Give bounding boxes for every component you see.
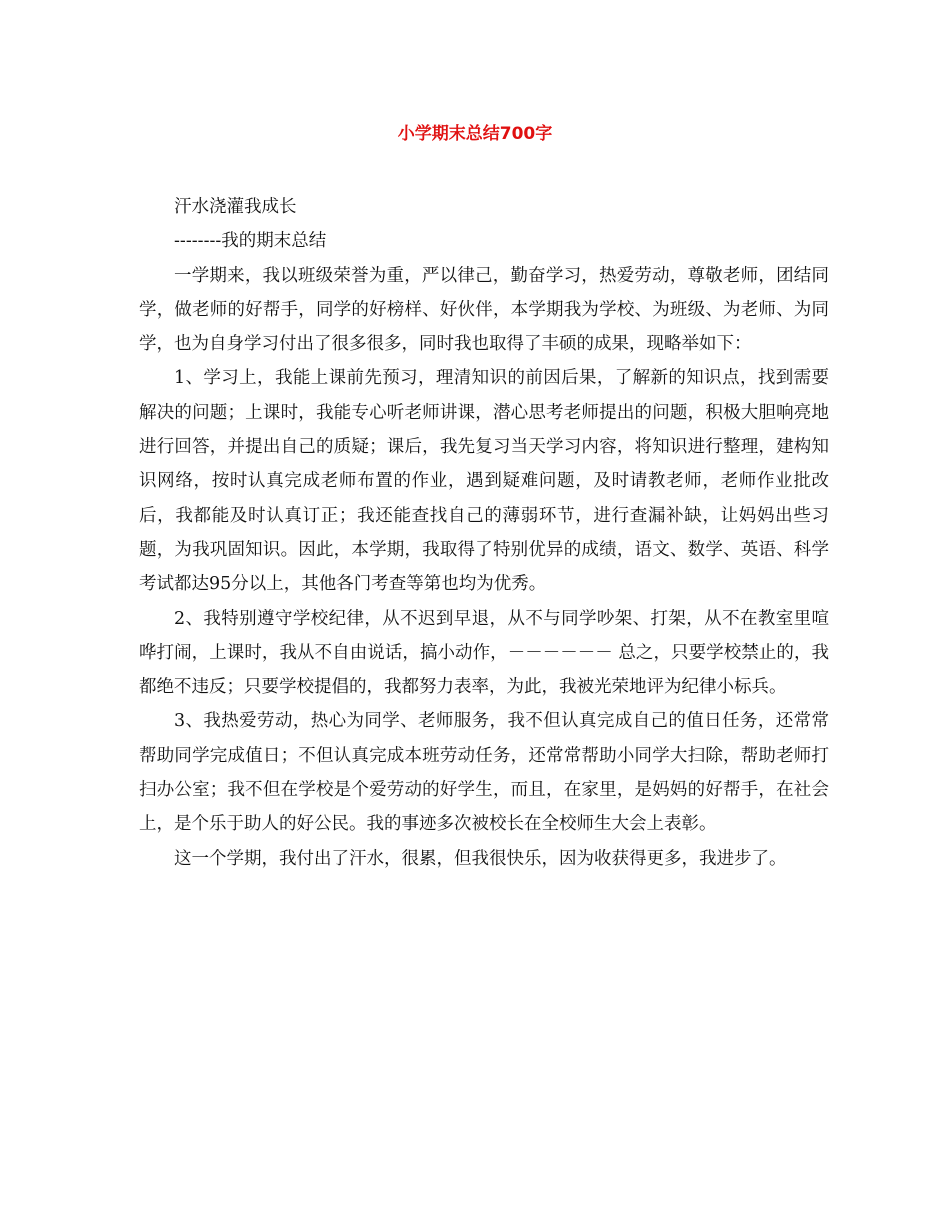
paragraph-discipline: 2、我特别遵守学校纪律，从不迟到早退，从不与同学吵架、打架，从不在教室里喧哗打闹，上课时，我从不自由说话，搞小动作，－－－－－－ 总之，只要学校禁止的，我都绝不违反；只要学校提倡的，我都努力表率，为此，我被光荣地评为纪律小标兵。	[139, 608, 829, 698]
paragraph-labor: 3、我热爱劳动，热心为同学、老师服务，我不但认真完成自己的值日任务，还常常帮助同学完成值日；不但认真完成本班劳动任务，还常常帮助小同学大扫除，帮助老师打扫办公室；我不但在学校是个爱劳动的好学生，而且，在家里，是妈妈的好帮手，在社会上，是个乐于助人的好公民。我的事迹多次被校长在全校师生大会上表彰。	[139, 711, 829, 835]
paragraph-study: 1、学习上，我能上课前先预习，理清知识的前因后果，了解新的知识点，找到需要解决的问题；上课时，我能专心听老师讲课，潜心思考老师提出的问题，积极大胆响亮地进行回答，并提出自己的质疑；课后，我先复习当天学习内容，将知识进行整理，建构知识网络，按时认真完成老师布置的作业，遇到疑难问题，及时请教老师，老师作业批改后，我都能及时认真订正；我还能查找自己的薄弱环节，进行查漏补缺，让妈妈出些习题，为我巩固知识。因此，本学期，我取得了特别优异的成绩，语文、数学、英语、科学考试都达95分以上，其他各门考查等第也均为优秀。	[139, 368, 829, 595]
document-title: 小学期末总结700字	[397, 124, 553, 144]
paragraph-intro: 一学期来，我以班级荣誉为重，严以律己，勤奋学习，热爱劳动，尊敬老师，团结同学，做老师的好帮手，同学的好榜样、好伙伴，本学期我为学校、为班级、为老师、为同学，也为自身学习付出了很多很多，同时我也取得了丰硕的成果，现略举如下：	[139, 265, 829, 355]
subtitle-line-2: --------我的期末总结	[174, 231, 327, 252]
paragraph-conclusion: 这一个学期，我付出了汗水，很累，但我很快乐，因为收获得更多，我进步了。	[174, 848, 787, 869]
subtitle-line-1: 汗水浇灌我成长	[174, 197, 297, 217]
document-body	[139, 190, 829, 876]
